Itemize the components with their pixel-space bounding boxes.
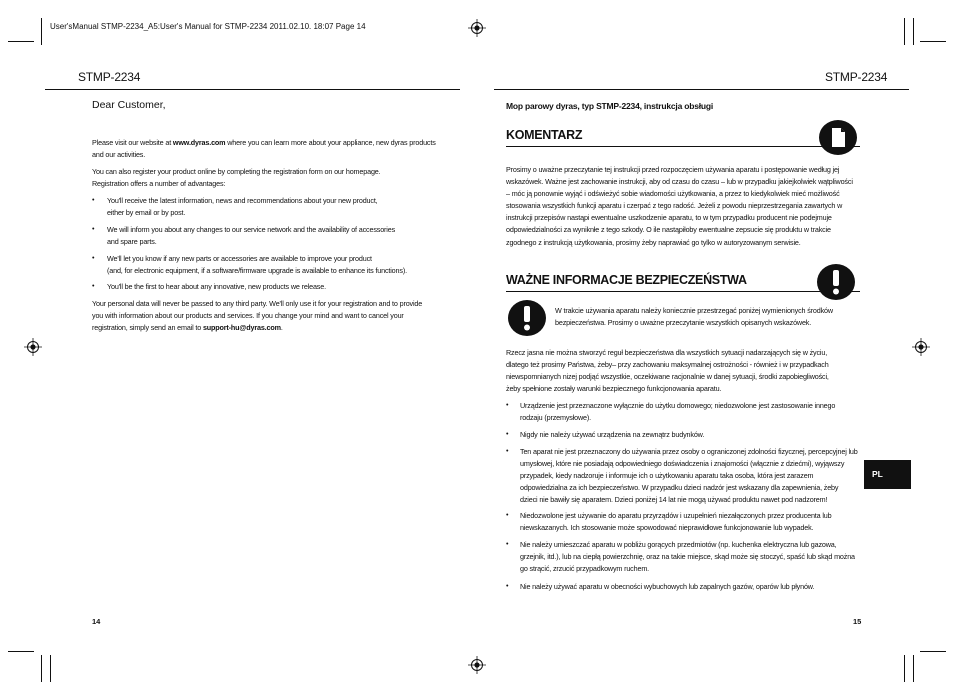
list-item: We will inform you about any changes to our service network and the availability of accessories and spare parts. (107, 225, 396, 247)
registration-mark-icon (468, 19, 486, 37)
registration-mark-icon (24, 338, 42, 356)
registration-mark-icon (912, 338, 930, 356)
registration-mark-icon (468, 656, 486, 674)
bullet-mark: • (506, 446, 509, 455)
page-number-left: 14 (92, 617, 101, 626)
bullet-mark: • (506, 539, 509, 548)
crop-mark (41, 655, 42, 682)
comment-paragraph: Prosimy o uważne przeczytanie tej instrukcji przed rozpoczęciem używania aparatu i postępowanie według jej wskazówek. Ważne jest zachowanie instrukcji, aby od czasu do czasu – lub w przypadku jakiejkolwiek wątpliwości – móc ją ponownie wyjąć i odświeżyć sobie wiadomości użytkowania, a przez to kiedykolwiek mieć możliwość stosowania wszystkich funkcji aparatu i czerpać z tego radość. Jeżeli z powodu nieprzestrzegania zawartych w instrukcji przepisów nastąpi ewentualne uszkodzenie aparatu, to w tym przypadku producent nie podejmuje odpowiedzialności za wyniknłe z tego szkody. O ile nastąpiłoby ewentualne zepsucie się produktu w trakcie zgodnego z instrukcją użytkowania, prosimy żeby naprawiać go tylko w autoryzowanym serwisie. (506, 165, 853, 247)
section-rule (506, 146, 860, 147)
crop-mark (920, 41, 946, 42)
list-item: You'll receive the latest information, news and recommendations about your new product, either by email or by post. (107, 196, 378, 218)
bullet-mark: • (506, 581, 509, 590)
crop-mark (913, 18, 914, 45)
bullet-mark: • (92, 253, 95, 262)
right-model-title: STMP-2234 (825, 70, 888, 84)
doc-title: Mop parowy dyras, typ STMP-2234, instrukcja obsługi (506, 101, 714, 111)
crop-mark (913, 655, 914, 682)
crop-mark (904, 18, 905, 45)
list-item: Urządzenie jest przeznaczone wyłącznie do użytku domowego; niedozwolone jest zastosowanie innego rodzaju (przemysłowe). (520, 401, 836, 423)
bullet-mark: • (506, 510, 509, 519)
left-paragraph-1: Please visit our website at www.dyras.com where you can learn more about your appliance, new dyras products and our activities. (92, 138, 436, 160)
section-title-comment: KOMENTARZ (506, 128, 583, 142)
document-icon (818, 119, 858, 156)
crop-mark (41, 18, 42, 45)
list-item: Nie należy umieszczać aparatu w pobliżu gorących przedmiotów (np. kuchenka elektryczna lub gazowa, grzejnik, itd.), lub na ciepłą powierzchnię, oraz na takie miejsce, skąd może się stoczyć, spaść lub skąd można go strącić, zrzucić przypadkowym ruchem. (520, 540, 855, 574)
left-header-rule (45, 89, 460, 90)
page-number-right: 15 (853, 617, 862, 626)
crop-mark (8, 41, 34, 42)
list-item: Nie należy używać aparatu w obecności wybuchowych lub zapalnych gazów, oparów lub płynów. (520, 582, 815, 591)
crop-mark (904, 655, 905, 682)
list-item: Niedozwolone jest używanie do aparatu przyrządów i uzupełnień niezałączonych przez producenta lub niewskazanych. Ich stosowanie może spowodować nieprawidłowe funkcjonowanie lub wypadek. (520, 511, 832, 533)
crop-mark (8, 651, 34, 652)
bullet-mark: • (92, 195, 95, 204)
bullet-mark: • (92, 224, 95, 233)
left-model-title: STMP-2234 (78, 70, 141, 84)
support-email-link[interactable]: support-hu@dyras.com (202, 323, 281, 333)
right-header-rule (494, 89, 909, 90)
warning-intro: W trakcie używania aparatu należy koniecznie przestrzegać poniżej wymienionych środków bezpieczeństwa. Prosimy o uważne przeczytanie wszystkich opisanych wskazówek. (555, 306, 833, 328)
bullet-mark: • (506, 400, 509, 409)
website-link[interactable]: www.dyras.com (172, 138, 226, 147)
crop-mark (50, 655, 51, 682)
print-header: User'sManual STMP-2234_A5:User's Manual for STMP-2234 2011.02.10. 18:07 Page 14 (50, 22, 366, 31)
greeting: Dear Customer, (92, 99, 166, 111)
crop-mark (920, 651, 946, 652)
left-paragraph-3: Your personal data will never be passed to any third party. We'll only use it for your registration and to provide you with information about our products and services. If you change your mind and want to cancel your registration, simply send an email to support-hu@dyras.com. (92, 299, 423, 333)
list-item: You'll be the first to hear about any innovative, new products we release. (107, 282, 326, 291)
bullet-mark: • (92, 281, 95, 290)
left-paragraph-2: You can also register your product online by completing the registration form on our homepage. Registration offers a number of advantages: (92, 167, 381, 189)
exclamation-icon (507, 299, 547, 337)
bullet-mark: • (506, 429, 509, 438)
list-item: We'll let you know if any new parts or accessories are available to improve your product (and, for electronic equipment, if a software/firmware upgrade is available to enhance its functions). (107, 254, 407, 276)
section-rule (506, 291, 860, 292)
language-tab: PL (864, 460, 911, 489)
section-title-safety: WAŻNE INFORMACJE BEZPIECZEŃSTWA (506, 273, 747, 287)
exclamation-icon (816, 263, 856, 301)
list-item: Ten aparat nie jest przeznaczony do używania przez osoby o ograniczonej zdolności fizycznej, percepcyjnej lub umysłowej, które nie posiadają odpowiedniego doświadczenia i znajomości (włącznie z dziećmi), wyjąwszy przypadek, kiedy nadzoruje i informuje ich o użytkowaniu aparatu taka osoba, która jest zarazem odpowiedzialna za ich bezpieczeństwo. W przypadku dzieci nadzór jest wskazany dla zapewnienia, żeby dzieci nie bawiły się aparatem. Dzieci poniżej 14 lat nie mogą używać produktu nawet pod nadzorem! (520, 447, 858, 505)
safety-paragraph: Rzecz jasna nie można stworzyć reguł bezpieczeństwa dla wszystkich sytuacji nadarzających się w życiu, dlatego też prosimy Państwa, żeby– przy zachowaniu maksymalnej ostrożności - również i w przypadkach niewspomnianych nizej podjąć wszystkie, oczekiwane racjonalnie w danej sytuacji, środki zapobiegliwości, żeby spełnione zostały warunki bezpiecznego funkcjonowania aparatu. (506, 348, 829, 394)
list-item: Nigdy nie należy używać urządzenia na zewnątrz budynków. (520, 430, 705, 439)
